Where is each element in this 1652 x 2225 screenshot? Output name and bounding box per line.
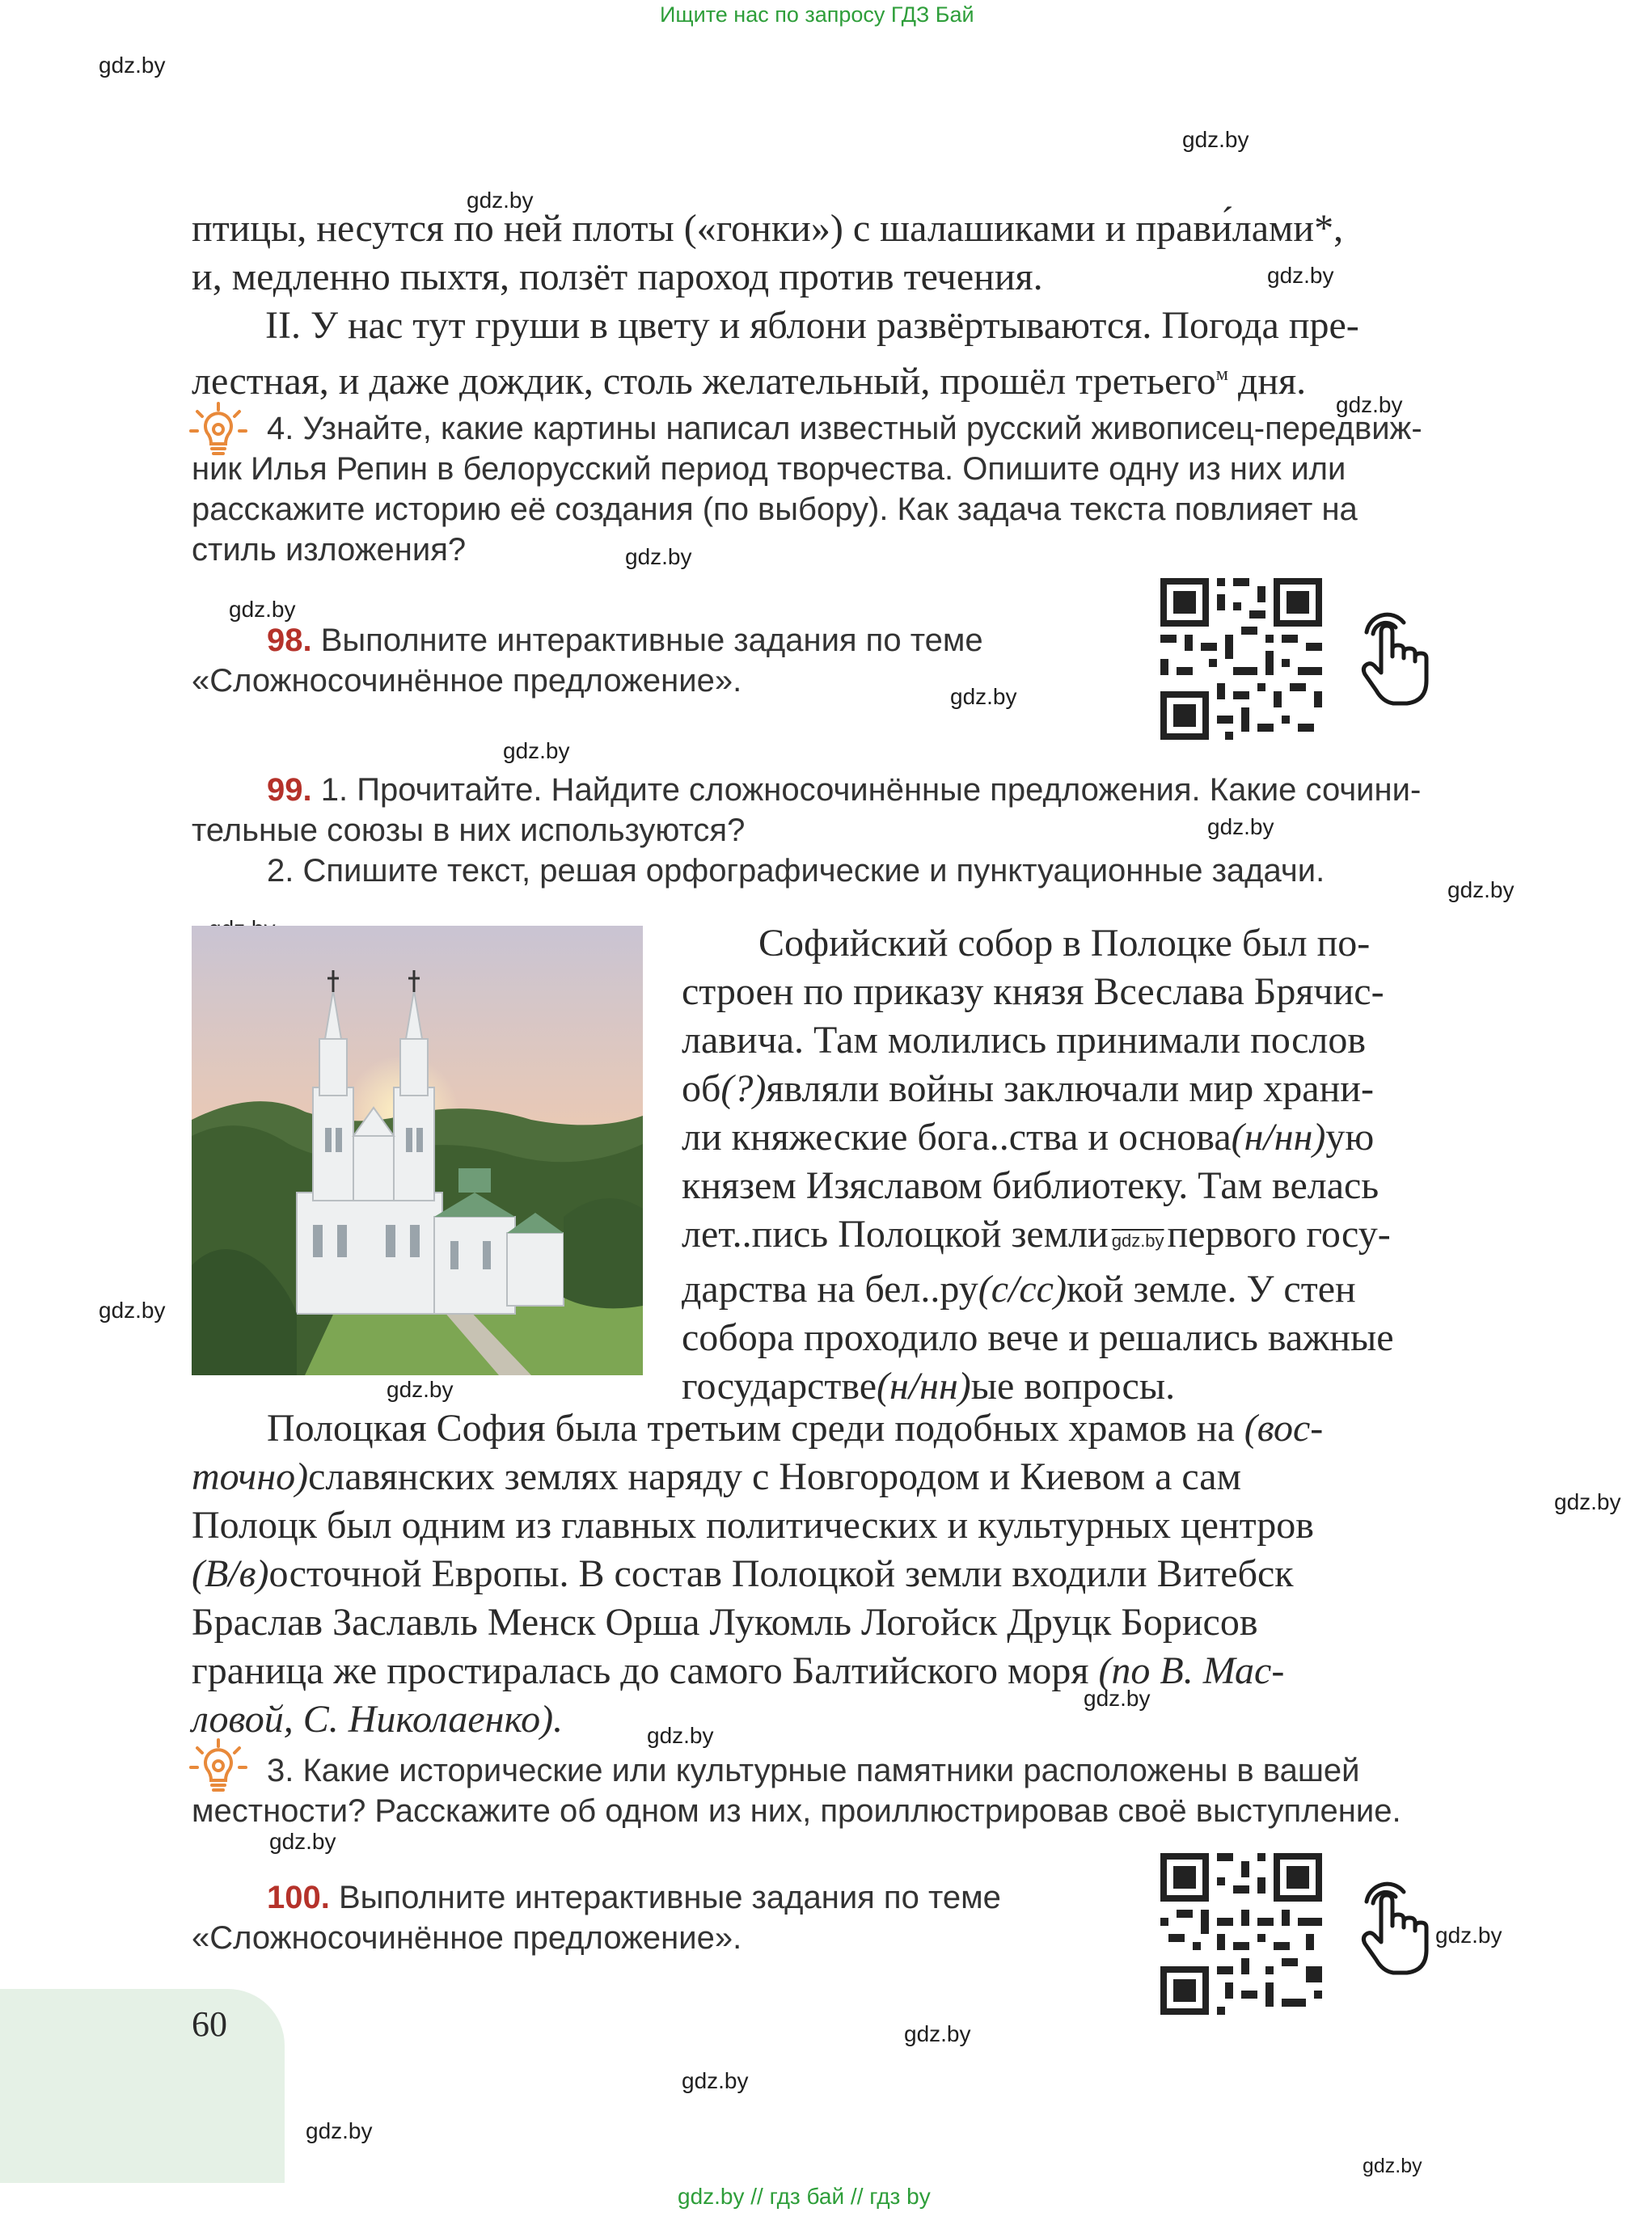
exercise-98 [192, 620, 1081, 701]
spelling-hint: (н/нн) [1231, 1116, 1326, 1159]
text-fragment: кой земле. У стен [1066, 1268, 1356, 1311]
exercise-number: 100. [267, 1880, 330, 1915]
text-line: «Сложносочинённое предложение». [192, 1920, 742, 1956]
qr-pattern [1152, 1845, 1330, 2023]
text-fragment: Выполните интерактивные задания по теме [338, 1880, 1001, 1915]
text-line: местности? Расскажите об одном из них, проиллюстрировав своё выступление. [192, 1793, 1401, 1829]
text-fragment: лестная, и даже дождик, столь желательный, прошёл третьего [192, 360, 1216, 403]
page-number-tab [0, 1989, 285, 2183]
watermark: gdz.by [1111, 1231, 1164, 1251]
text-line: строен по приказу князя Всеслава Брячис- [682, 970, 1384, 1013]
watermark: gdz.by [1182, 127, 1249, 152]
cathedral-photo [192, 926, 643, 1375]
watermark: gdz.by [647, 1723, 714, 1748]
hand-tap-icon [1349, 600, 1438, 709]
text-line [192, 1453, 1523, 1501]
text-fragment: государстве [682, 1365, 877, 1408]
watermark: gdz.by [387, 1377, 454, 1402]
qr-pattern [1152, 570, 1330, 748]
text-line [192, 1877, 1122, 1918]
text-line: Софийский собор в Полоцке был по- [758, 922, 1371, 965]
qr-code[interactable] [1152, 1845, 1330, 2023]
text-fragment: славянских землях наряду с Новгородом и Киевом а сам [308, 1455, 1241, 1498]
text-line: «Сложносочинённое предложение». [192, 663, 742, 699]
text-fragment: ую [1325, 1116, 1375, 1159]
text-fragment: Выполните интерактивные задания по теме [320, 623, 983, 658]
text-fragment: ые вопросы. [970, 1365, 1176, 1408]
watermark: gdz.by [1554, 1489, 1621, 1514]
text-line: расскажите историю её создания (по выбору). Как задача текста повлияет на [192, 492, 1358, 527]
passage-wrapped [682, 919, 1523, 1411]
text-fragment: осточной Европы. В состав Полоцкой земли входили Витебск [268, 1552, 1294, 1595]
text-line [192, 1647, 1523, 1695]
watermark: gdz.by [1336, 392, 1403, 417]
passage-full [192, 1404, 1523, 1744]
text-line [192, 620, 1081, 661]
hand-tap-icon [1349, 1869, 1438, 1978]
text-fragment: Полоцкая София была третьим среди подобных храмов на [267, 1407, 1244, 1450]
text-line: птицы, несутся по ней плоты («гонки») с шалашиками и прави́лами*, [192, 207, 1344, 250]
page-number: 60 [192, 2004, 227, 2044]
watermark: gdz.by [1363, 2155, 1422, 2177]
text-line: собора проходило вече и решались важные [682, 1316, 1394, 1359]
watermark: gdz.by [625, 544, 692, 569]
watermark: gdz.by [306, 2118, 373, 2143]
exercise-100 [192, 1877, 1122, 1958]
text-fragment: ли княжеские бога..ства и основа [682, 1116, 1232, 1159]
exercise-99 [192, 770, 1518, 891]
text-line: ник Илья Репин в белорусский период творчества. Опишите одну из них или [192, 451, 1346, 487]
watermark: gdz.by [229, 597, 296, 622]
watermark: gdz.by [950, 684, 1017, 709]
text-line [682, 1113, 1523, 1162]
text-line: 2. Спишите текст, решая орфографические и пунктуационные задачи. [267, 853, 1325, 889]
text-line [682, 1265, 1523, 1314]
watermark: gdz.by [1435, 1923, 1502, 1948]
text-fragment: граница же простиралась до самого Балтийского моря [192, 1649, 1099, 1692]
watermark: gdz.by [1084, 1686, 1151, 1711]
search-banner: Ищите нас по запросу ГДЗ Бай [660, 2, 974, 27]
text-line: стиль изложения? [192, 532, 467, 568]
watermark: gdz.by [1267, 263, 1334, 288]
watermark: gdz.by [904, 2021, 971, 2046]
text-line [192, 1550, 1523, 1598]
text-line [192, 350, 1306, 406]
spelling-hint: (вос- [1244, 1407, 1324, 1450]
text-line: II. У нас тут груши в цвету и яблони развёртываются. Погода пре- [265, 304, 1359, 347]
text-fragment: 1. Прочитайте. Найдите сложносочинённые предложения. Какие сочини- [320, 772, 1422, 808]
spelling-hint: (с/сс) [978, 1268, 1067, 1311]
task-3 [192, 1750, 1523, 1831]
spelling-hint: (н/нн) [877, 1365, 971, 1408]
text-fragment: первого госу- [1167, 1213, 1391, 1256]
text-line [192, 770, 1518, 810]
text-line: лавича. Там молились принимали послов [682, 1019, 1367, 1062]
text-fragment: лет..пись Полоцкой земли [682, 1213, 1109, 1256]
text-fragment: являли войны заключали мир храни- [766, 1067, 1374, 1110]
watermark: gdz.by [269, 1829, 336, 1854]
text-line: Полоцк был одним из главных политических и культурных центров [192, 1504, 1314, 1547]
text-fragment: об [682, 1067, 721, 1110]
footer-links[interactable]: gdz.by // гдз бай // гдз by [678, 2184, 931, 2209]
spelling-hint: (?) [720, 1067, 767, 1110]
watermark: gdz.by [1447, 877, 1515, 902]
top-paragraph [192, 205, 1518, 302]
text-line [192, 1404, 1523, 1453]
source-attribution: ловой, С. Николаенко). [192, 1698, 564, 1741]
text-fragment: дарства на бел..ру [682, 1268, 978, 1311]
watermark: gdz.by [99, 53, 166, 78]
watermark: gdz.by [503, 738, 570, 763]
text-line: тельные союзы в них используются? [192, 813, 746, 848]
watermark: gdz.by [1207, 814, 1274, 839]
text-line: Браслав Заславль Менск Орша Лукомль Логойск Друцк Борисов [192, 1601, 1258, 1644]
task-4 [192, 408, 1518, 570]
superscript: м [1215, 364, 1228, 385]
qr-code[interactable] [1152, 570, 1330, 748]
spelling-hint: точно) [192, 1455, 309, 1498]
text-line: князем Изяславом библиотеку. Там велась [682, 1164, 1379, 1207]
text-line: и, медленно пыхтя, ползёт пароход против течения. [192, 255, 1043, 298]
text-line [682, 1065, 1523, 1113]
source-attribution: (по В. Мас- [1098, 1649, 1285, 1692]
text-fragment: дня. [1227, 360, 1307, 403]
paragraph-ii [265, 302, 1519, 350]
watermark: gdz.by [467, 188, 534, 213]
exercise-number: 98. [267, 623, 312, 658]
text-line [682, 1210, 1523, 1265]
exercise-number: 99. [267, 772, 312, 808]
watermark: gdz.by [682, 2068, 749, 2093]
text-line [682, 1362, 1523, 1411]
text-line: 3. Какие исторические или культурные памятники расположены в вашей [267, 1753, 1360, 1788]
text-line: 4. Узнайте, какие картины написал известный русский живописец-передвиж- [267, 411, 1422, 446]
watermark: gdz.by [99, 1298, 166, 1323]
spelling-hint: (В/в) [192, 1552, 269, 1595]
